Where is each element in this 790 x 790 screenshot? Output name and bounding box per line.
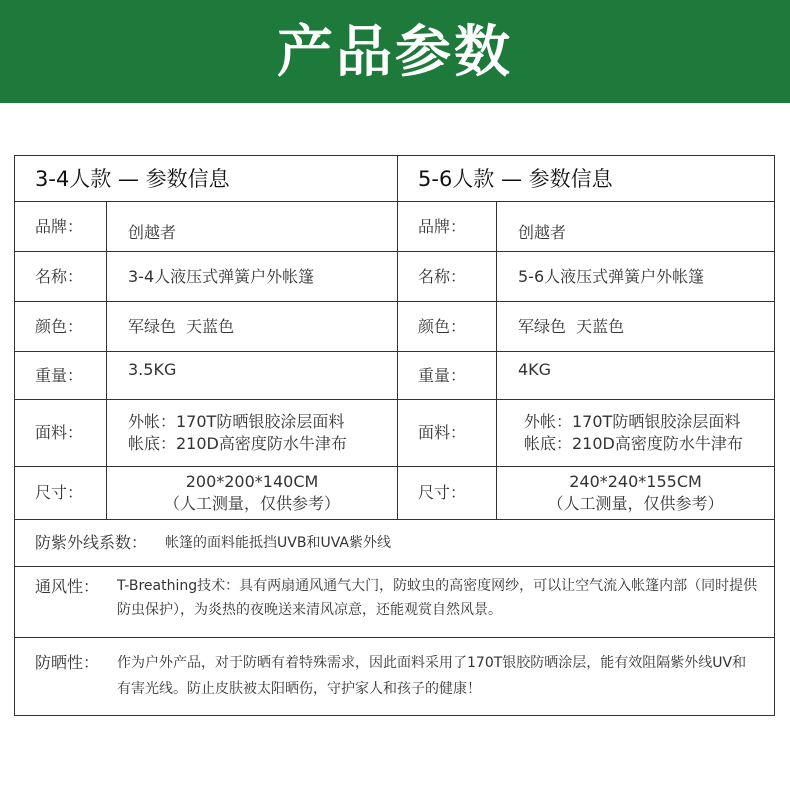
right-brand-label: 品牌：	[418, 216, 467, 236]
right-fabric-label: 面料：	[418, 423, 467, 442]
left-size-value	[107, 467, 397, 519]
right-fabric-outer: 外帐：170T防晒银胶涂层面料	[524, 412, 741, 431]
left-color-label: 颜色：	[35, 316, 84, 336]
right-size-note: （人工测量，仅供参考）	[547, 494, 724, 513]
header-banner	[0, 0, 790, 103]
right-color-label: 颜色：	[418, 316, 467, 336]
left-name-label: 名称：	[35, 266, 84, 286]
right-model-header: 5-6人款 — 参数信息	[418, 166, 613, 191]
right-name-label: 名称：	[418, 266, 467, 286]
ventilation-text: T-Breathing技术：具有两扇通风通气大门，防蚊虫的高密度网纱，可以让空气流入帐篷内部（同时提供防虫保护），为炎热的夜晚送来清风凉意，还能观赏自然风景。	[117, 578, 758, 618]
sunproof-row	[15, 652, 774, 716]
row-divider	[15, 201, 774, 202]
right-fabric-value	[497, 400, 774, 466]
left-weight-label: 重量：	[35, 365, 84, 385]
page-title: 产品参数	[277, 19, 513, 85]
left-fabric-label: 面料：	[35, 423, 84, 442]
uv-row	[35, 520, 765, 566]
left-size-dimensions: 200*200*140CM	[185, 472, 319, 491]
left-size-note: （人工测量，仅供参考）	[163, 494, 340, 513]
left-size-label: 尺寸：	[35, 483, 84, 502]
right-fabric-floor: 帐底：210D高密度防水牛津布	[524, 434, 743, 453]
right-size-label: 尺寸：	[418, 483, 467, 502]
left-brand-label: 品牌：	[35, 216, 84, 236]
left-fabric-value	[107, 400, 397, 466]
right-weight-label: 重量：	[418, 365, 467, 385]
sunproof-label: 防晒性：	[35, 653, 100, 672]
left-brand-value: 创越者	[128, 222, 177, 242]
row-divider	[15, 566, 774, 567]
right-weight-value: 4KG	[518, 359, 552, 379]
row-divider	[15, 637, 774, 638]
right-size-dimensions: 240*240*155CM	[569, 472, 702, 491]
sunproof-text: 作为户外产品，对于防晒有着特殊需求，因此面料采用了170T银胶防晒涂层，能有效阻隔紫外线UV和有害光线。防止皮肤被太阳晒伤，守护家人和孩子的健康！	[117, 655, 747, 697]
ventilation-label: 通风性：	[35, 577, 100, 596]
left-name-value: 3-4人液压式弹簧户外帐篷	[128, 266, 315, 286]
left-model-header: 3-4人款 — 参数信息	[35, 166, 230, 191]
spec-table	[14, 155, 775, 716]
ventilation-row	[15, 576, 774, 636]
right-name-value: 5-6人液压式弹簧户外帐篷	[518, 266, 705, 286]
right-color-value: 军绿色 天蓝色	[518, 316, 625, 336]
right-brand-value: 创越者	[518, 222, 567, 242]
uv-label: 防紫外线系数：	[35, 533, 148, 552]
right-size-value	[497, 467, 774, 519]
left-fabric-outer: 外帐：170T防晒银胶涂层面料	[128, 412, 345, 431]
uv-text: 帐篷的面料能抵挡UVB和UVA紫外线	[165, 535, 391, 551]
left-fabric-floor: 帐底：210D高密度防水牛津布	[128, 434, 347, 453]
left-weight-value: 3.5KG	[128, 359, 177, 379]
left-color-value: 军绿色 天蓝色	[128, 316, 235, 336]
